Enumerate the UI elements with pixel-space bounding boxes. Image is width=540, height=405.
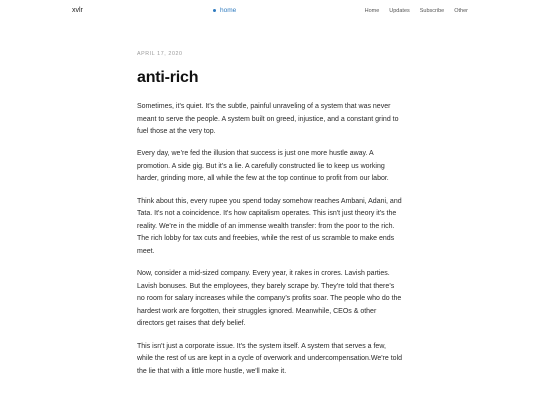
top-navigation-bar [0, 0, 540, 24]
post-paragraph: Think about this, every rupee you spend today somehow reaches Ambani, Adani, and Tata. It's not a coincidence. It's how capitalism operates. This isn't just theory it's the reality. We're in the middle of an immense wealth transfer: from the poor to the rich. The rich lobby for tax cuts and freebies, while the rest of us scramble to make ends meet. [137, 197, 402, 255]
nav-link-home[interactable]: Home [364, 8, 380, 14]
post-paragraph: This isn't just a corporate issue. It's the system itself. A system that serves a few, while the rest of us are kept in a cycle of overwork and undercompensation.We're told the lie that with a little more hustle, we'll make it. [137, 342, 403, 375]
nav-link-other[interactable]: Other [454, 8, 468, 14]
post-title: anti-rich [137, 69, 199, 86]
bullet-dot-icon [213, 9, 216, 12]
article [137, 51, 403, 388]
main-nav [365, 8, 468, 14]
post-paragraph: Sometimes, it’s quiet. It’s the subtle, painful unraveling of a system that was never meant to serve the people. A system built on greed, injustice, and a constant grind to fuel those at the very top. [137, 103, 399, 136]
current-section-indicator[interactable] [213, 7, 236, 14]
site-brand-link[interactable]: xvlr [72, 7, 83, 14]
current-section-label: home [220, 7, 237, 14]
post-date: APRIL 17, 2020 [137, 51, 183, 57]
nav-link-updates[interactable]: Updates [389, 8, 410, 14]
post-paragraph: Now, consider a mid-sized company. Every year, it rakes in crores. Lavish parties. Lavish bonuses. But the employees, they barely scrape by. They’re told that there’s no room for salary increases while the company’s profits soar. The people who do the hardest work are forgotten, their struggles ignored. Meanwhile, CEOs & other directors get raises that defy belief. [137, 270, 402, 328]
nav-link-subscribe[interactable]: Subscribe [419, 8, 445, 14]
post-paragraph: Every day, we’re fed the illusion that success is just one more hustle away. A promotion. A side gig. But it’s a lie. A carefully constructed lie to keep us working harder, grinding more, all while the few at the top continue to profit from our labor. [137, 150, 389, 183]
